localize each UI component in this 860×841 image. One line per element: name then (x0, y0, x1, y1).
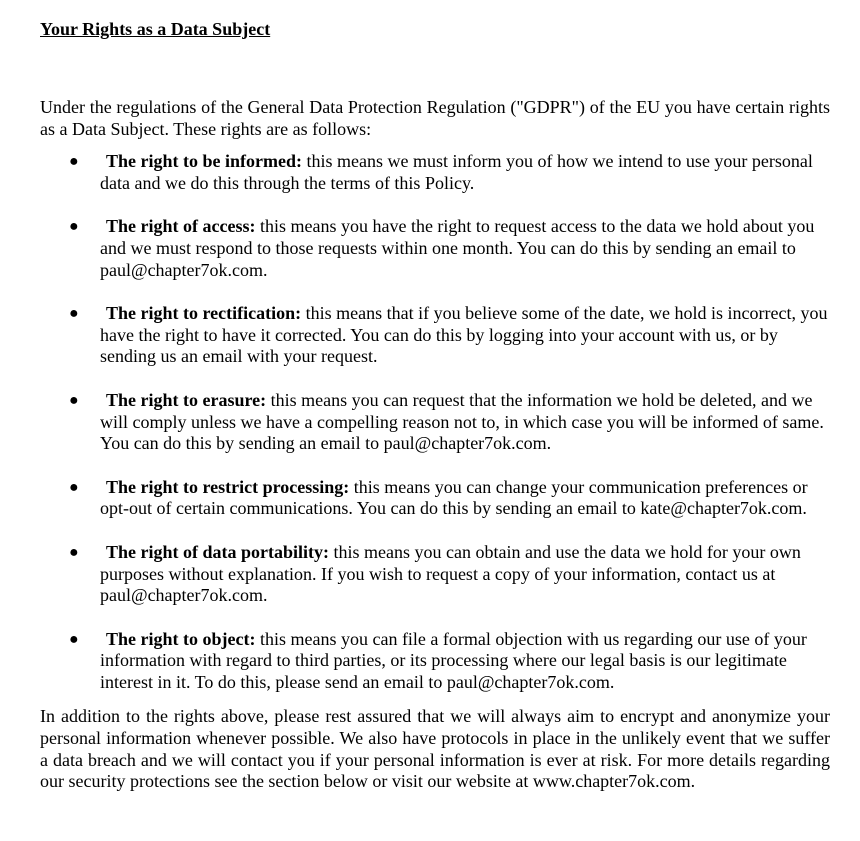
bullet-icon: ● (69, 543, 79, 561)
policy-document (40, 18, 830, 793)
right-item-object (40, 629, 830, 694)
right-description: this means you can obtain and use the data we hold for your own purposes without explanation. If you wish to request a copy of your information, contact us at paul@chapter7ok.com. (100, 541, 801, 606)
right-item-access (40, 216, 830, 281)
right-item-informed (40, 151, 830, 194)
right-name: The right to be informed: (106, 151, 302, 172)
right-name: The right of access: (106, 216, 256, 237)
closing-paragraph: In addition to the rights above, please rest assured that we will always aim to encrypt and anonymize your personal information whenever possible. We also have protocols in place in the unlikely event that we suffer a data breach and we will contact you if your personal information is ever at risk. For more details regarding our security protections see the section below or visit our website at www.chapter7ok.com. (40, 706, 830, 792)
right-name: The right of data portability: (106, 541, 329, 562)
bullet-icon: ● (69, 630, 79, 648)
bullet-icon: ● (69, 153, 79, 171)
section-title: Your Rights as a Data Subject (40, 19, 271, 39)
right-name: The right to object: (106, 628, 256, 649)
rights-list (40, 151, 830, 693)
right-item-rectification (40, 303, 830, 368)
bullet-icon: ● (69, 305, 79, 323)
right-item-erasure (40, 390, 830, 455)
right-name: The right to rectification: (106, 303, 302, 324)
right-description: this means that if you believe some of the date, we hold is incorrect, you have the right to have it corrected. You can do this by logging into your account with us, or by sending us an email with your request. (100, 303, 828, 367)
bullet-icon: ● (69, 218, 79, 236)
right-item-restrict-processing (40, 477, 830, 520)
right-description: this means you have the right to request access to the data we hold about you and we must respond to those requests within one month. You can do this by sending an email to paul@chapter7ok.com. (100, 216, 815, 280)
right-name: The right to erasure: (106, 389, 267, 410)
right-description: this means we must inform you of how we intend to use your personal data and we do this through the terms of this Policy. (100, 151, 813, 193)
right-description: this means you can change your communication preferences or opt-out of certain communications. You can do this by sending an email to kate@chapter7ok.com. (100, 476, 808, 519)
bullet-icon: ● (69, 478, 79, 496)
bullet-icon: ● (69, 391, 79, 409)
right-name: The right to restrict processing: (106, 476, 350, 497)
right-description: this means you can file a formal objection with us regarding our use of your information with regard to third parties, or its processing where our legal basis is our legitimate interest in it. To do this, please send an email to paul@chapter7ok.com. (100, 628, 807, 692)
intro-paragraph: Under the regulations of the General Data Protection Regulation ("GDPR") of the EU you have certain rights as a Data Subject. These rights are as follows: (40, 97, 830, 139)
right-item-data-portability (40, 542, 830, 607)
right-description: this means you can request that the information we hold be deleted, and we will comply unless we have a compelling reason not to, in which case you will be informed of same. You can do this by sending an email to paul@chapter7ok.com. (100, 389, 824, 454)
